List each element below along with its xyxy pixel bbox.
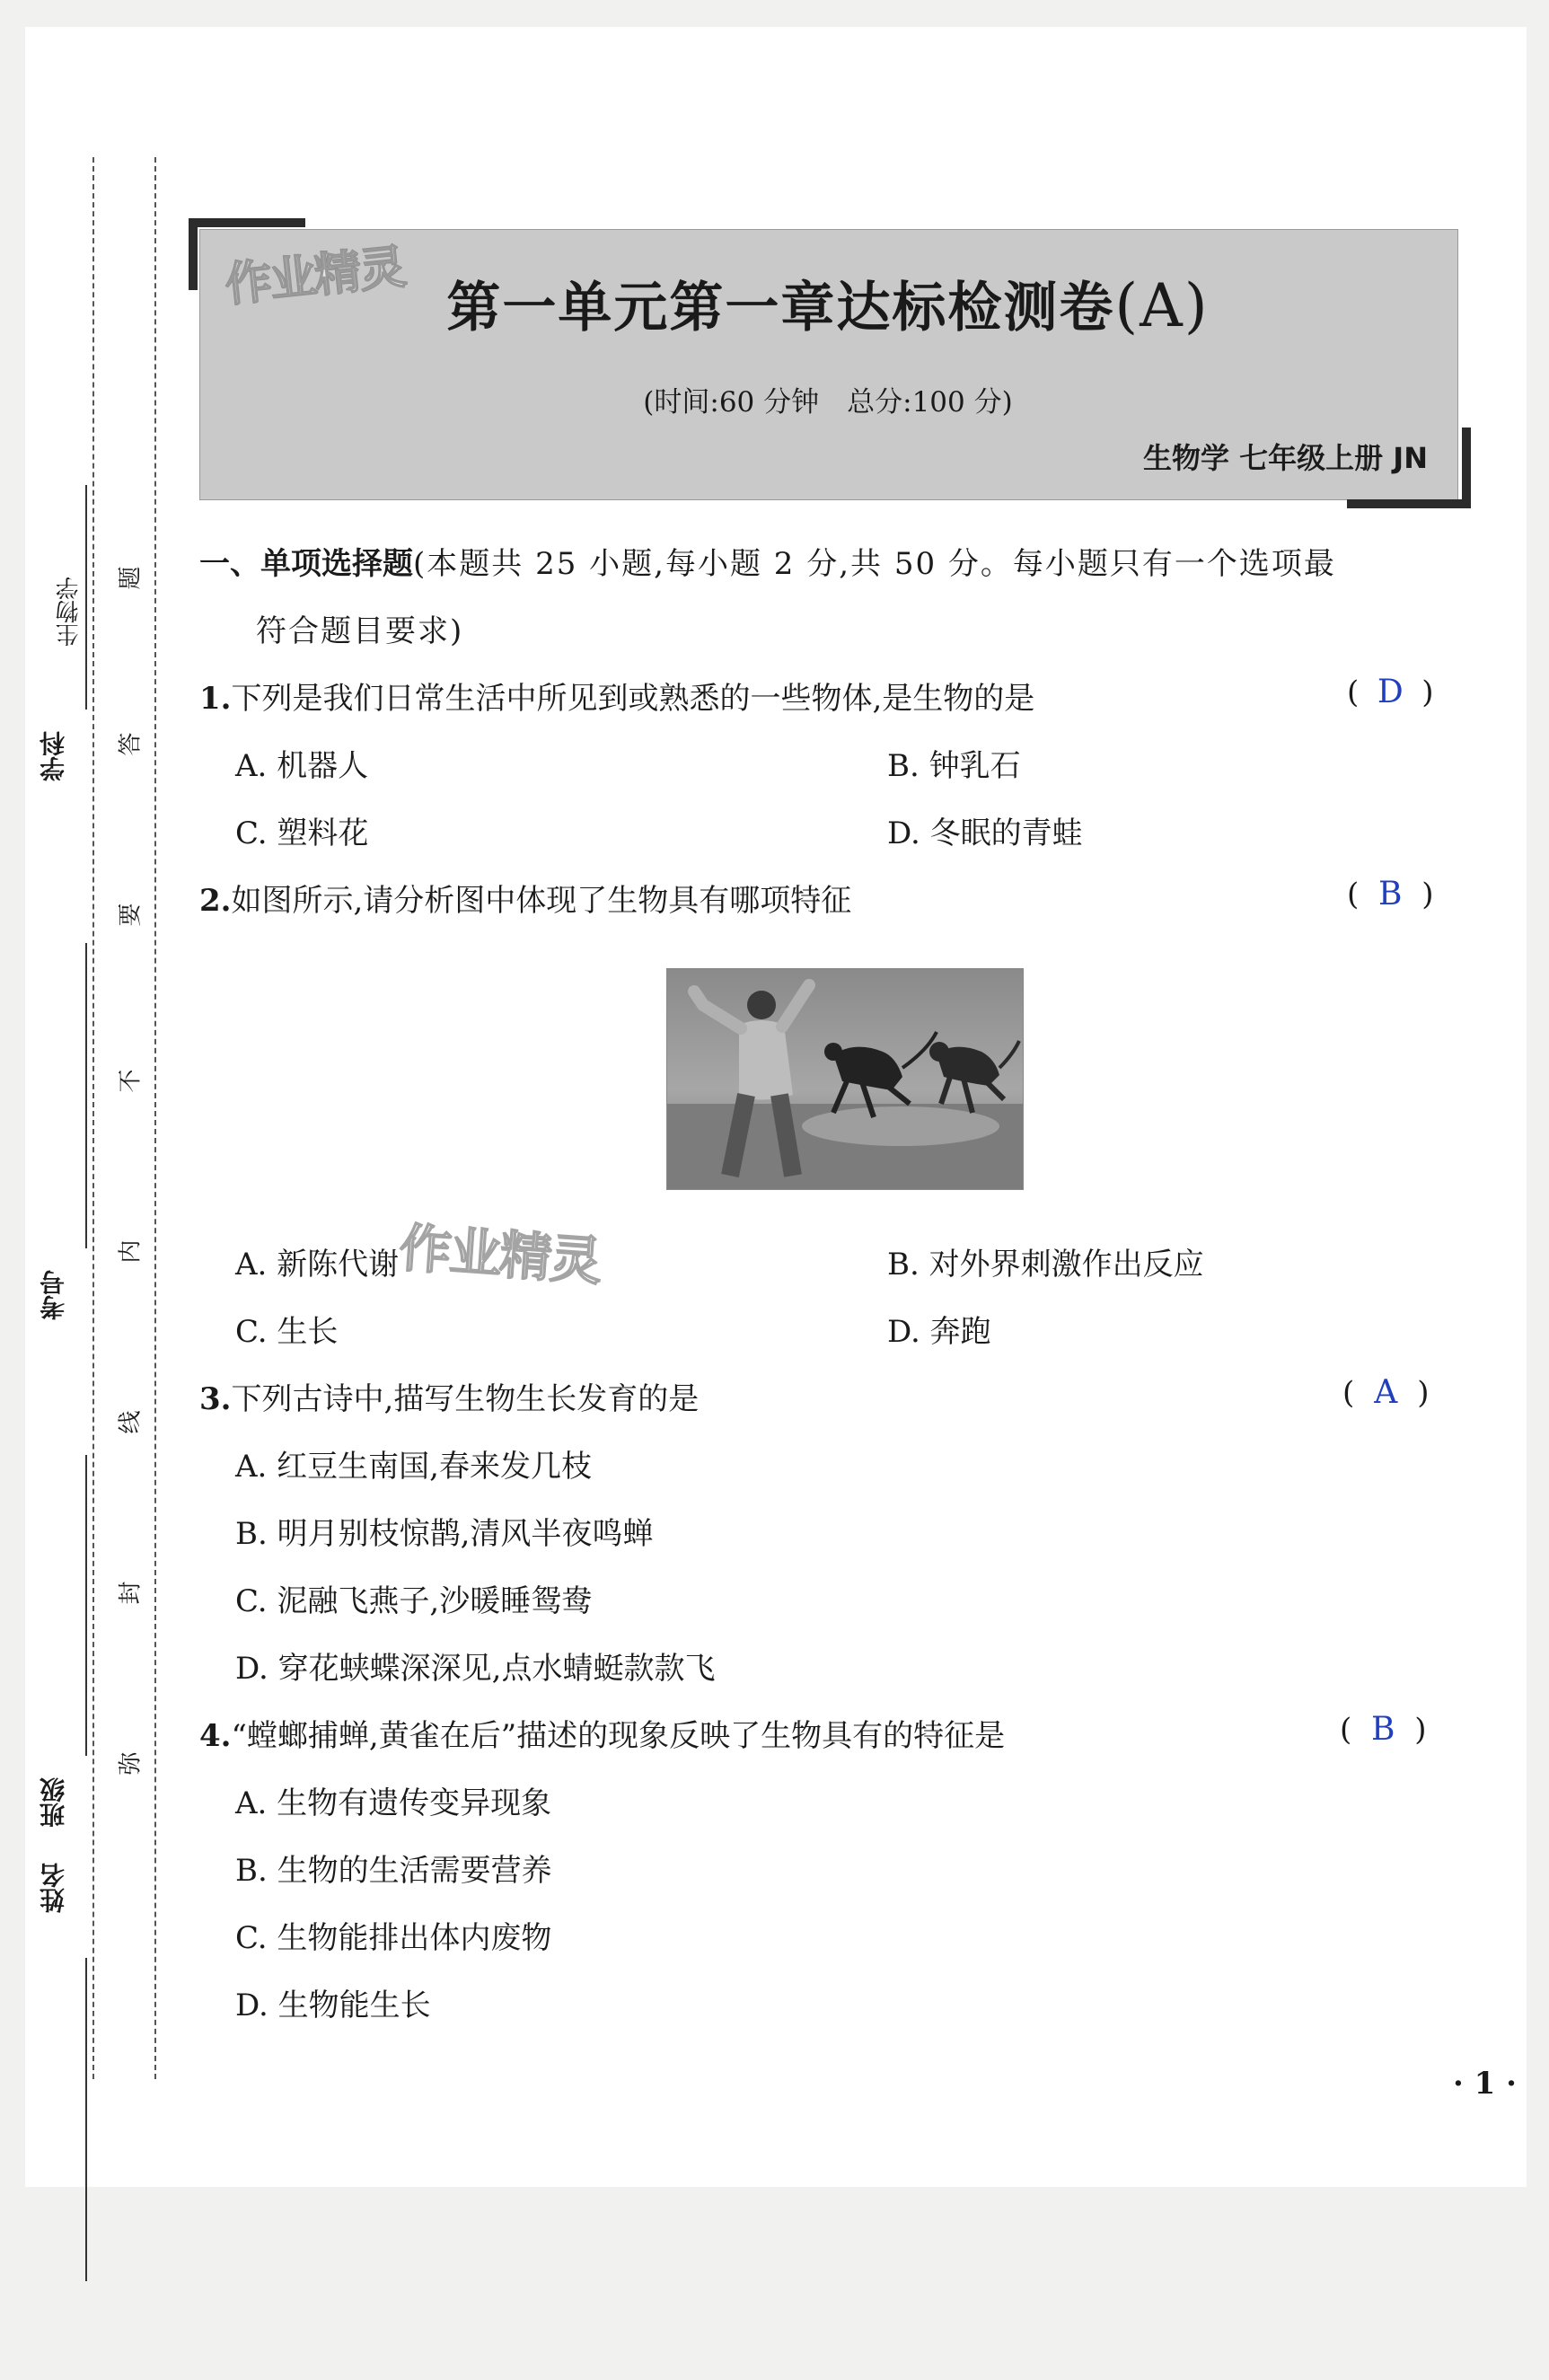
class-label: 班级 xyxy=(39,1777,68,1828)
answer-mark: D xyxy=(1377,674,1404,710)
man-and-dogs-photo xyxy=(666,968,1024,1190)
exam-time-and-score: (时间:60 分钟 总分:100 分) xyxy=(643,386,1013,419)
banner-corner-decoration xyxy=(189,218,305,227)
question-text: 下列古诗中,描写生物生长发育的是 xyxy=(231,1381,700,1417)
option-c: C. 塑料花 xyxy=(235,815,369,851)
option-d: D. 奔跑 xyxy=(887,1314,991,1350)
seal-char-5: 内 xyxy=(117,1239,145,1264)
seal-char-4: 不 xyxy=(117,1069,145,1093)
option-c: C. 泥融飞燕子,沙暖睡鸳鸯 xyxy=(235,1583,593,1619)
question-text: 如图所示,请分析图中体现了生物具有哪项特征 xyxy=(231,883,852,919)
bracket-close: ) xyxy=(1417,1375,1430,1411)
option-b: B. 明月别枝惊鹊,清风半夜鸣蝉 xyxy=(235,1516,654,1552)
question-number: 1. xyxy=(199,681,232,717)
option-a: A. 生物有遗传变异现象 xyxy=(235,1785,552,1821)
bracket-open: ( xyxy=(1347,877,1360,912)
title-text: 第一单元第一章达标检测卷 xyxy=(446,277,1115,339)
question-number: 2. xyxy=(199,883,232,919)
answer-box[interactable] xyxy=(1347,876,1434,912)
seal-char-6: 线 xyxy=(117,1410,145,1434)
seal-char-8: 弥 xyxy=(117,1751,145,1776)
subject-label: 学科 xyxy=(39,731,68,781)
question-stem xyxy=(199,1374,699,1418)
answer-box[interactable] xyxy=(1347,674,1434,710)
option-c: C. 生物能排出体内废物 xyxy=(235,1920,552,1956)
question-stem xyxy=(199,876,851,920)
page-number: · 1 · xyxy=(1453,2066,1518,2102)
name-label xyxy=(36,2317,90,2380)
exam-number-line[interactable] xyxy=(85,943,87,1248)
subject-value: 生物学 xyxy=(56,577,83,647)
option-a: A. 机器人 xyxy=(235,748,369,784)
section-description-cont: 符合题目要求) xyxy=(256,613,464,649)
option-a: A. 红豆生南国,春来发几枝 xyxy=(235,1449,592,1485)
exam-number-label: 考号 xyxy=(39,1270,68,1320)
watermark-logo: 作业精灵 xyxy=(222,240,408,313)
banner-corner-decoration xyxy=(189,218,198,290)
bracket-close: ) xyxy=(1421,674,1434,710)
option-c: C. 生长 xyxy=(235,1314,339,1350)
section-title: 一、单项选择题 xyxy=(199,546,413,582)
question-stem xyxy=(199,1711,1005,1755)
banner-corner-decoration xyxy=(1347,499,1471,508)
option-b: B. 生物的生活需要营养 xyxy=(235,1853,552,1889)
title-suffix: (A) xyxy=(1114,271,1210,340)
option-b: B. 钟乳石 xyxy=(887,748,1021,784)
question-text: “螳螂捕蝉,黄雀在后”描述的现象反映了生物具有的特征是 xyxy=(231,1718,1006,1754)
question-number: 4. xyxy=(199,1718,232,1754)
name-line[interactable] xyxy=(85,1958,87,2281)
section-heading xyxy=(199,539,1336,583)
answer-mark: B xyxy=(1378,876,1403,912)
answer-box[interactable] xyxy=(1342,1374,1430,1411)
bracket-close: ) xyxy=(1421,877,1434,912)
seal-char-2: 答 xyxy=(117,732,145,756)
option-d: D. 生物能生长 xyxy=(235,1988,431,2023)
seal-char-7: 封 xyxy=(117,1581,145,1605)
course-label: 生物学 七年级上册 JN xyxy=(1143,441,1428,475)
answer-mark: B xyxy=(1371,1711,1395,1748)
name-label-text: 姓名 xyxy=(39,1863,68,1913)
option-d: D. 冬眠的青蛙 xyxy=(887,815,1083,851)
answer-mark: A xyxy=(1374,1374,1398,1411)
bracket-open: ( xyxy=(1347,674,1360,710)
bracket-close: ) xyxy=(1414,1712,1427,1748)
photo-illustration xyxy=(667,969,1023,1189)
watermark-logo: 作业精灵 xyxy=(397,1217,603,1292)
seal-char-3: 要 xyxy=(117,903,145,927)
seal-char-1: 题 xyxy=(117,566,145,590)
subject-line[interactable] xyxy=(85,485,87,710)
question-number: 3. xyxy=(199,1381,232,1417)
class-line[interactable] xyxy=(85,1455,87,1756)
question-text: 下列是我们日常生活中所见到或熟悉的一些物体,是生物的是 xyxy=(231,681,1035,717)
section-description: (本题共 25 小题,每小题 2 分,共 50 分。每小题只有一个选项最 xyxy=(413,546,1336,582)
binding-dash-line-inner xyxy=(154,157,156,2079)
banner-corner-decoration xyxy=(1462,428,1471,508)
option-d: D. 穿花蛱蝶深深见,点水蜻蜓款款飞 xyxy=(235,1651,716,1687)
bracket-open: ( xyxy=(1342,1375,1355,1411)
answer-box[interactable] xyxy=(1340,1711,1427,1748)
bracket-open: ( xyxy=(1340,1712,1352,1748)
binding-dash-line-outer xyxy=(92,157,94,2079)
page-title xyxy=(199,265,1457,342)
option-b: B. 对外界刺激作出反应 xyxy=(887,1247,1204,1283)
question-stem xyxy=(199,674,1034,718)
option-a: A. 新陈代谢 xyxy=(235,1247,400,1283)
